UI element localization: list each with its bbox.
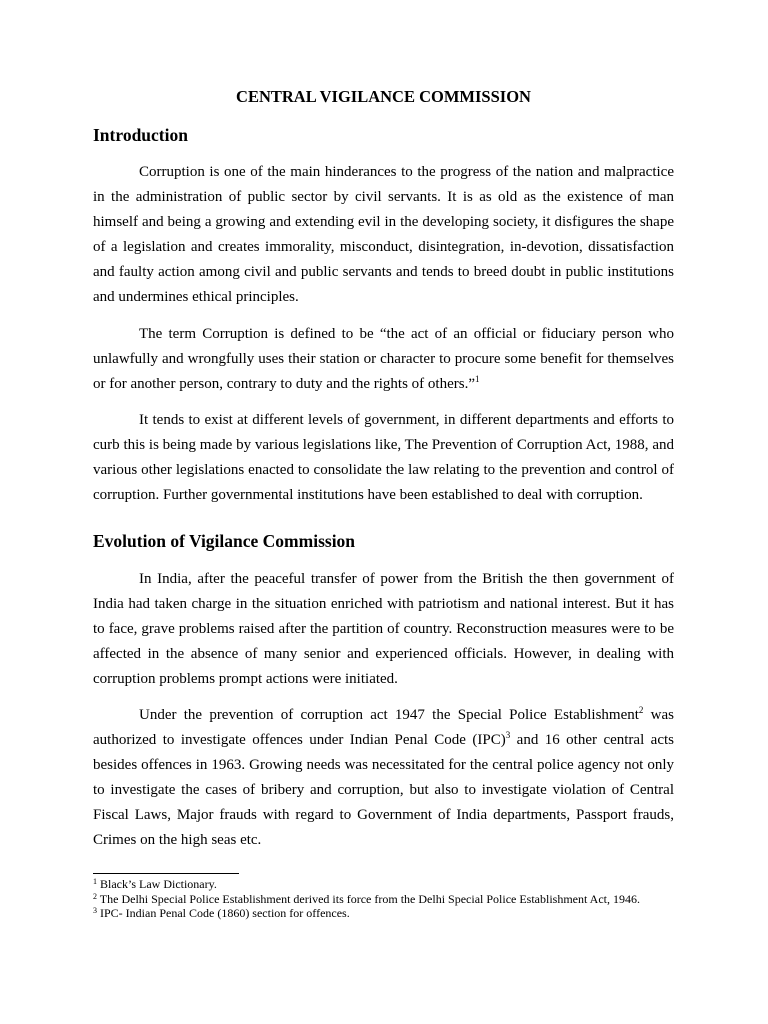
footnote-ref[interactable]: 2 [638, 705, 644, 715]
paragraph [93, 322, 674, 397]
paragraph [93, 703, 674, 853]
footnotes [93, 877, 674, 921]
section-heading-evolution: Evolution of Vigilance Commission [93, 531, 356, 551]
document-body [93, 86, 674, 853]
paragraph: In India, after the peaceful transfer of power from the British the then government of India had taken charge in the situation enriched with patriotism and national interest. But it has to face, grave problems raised after the partition of country. Reconstruction measures were to be affected in the absence of many senior and experienced officials. However, in dealing with corruption problems prompt actions were initiated. [93, 571, 674, 687]
paragraph-text: and 16 other central acts besides offences in 1963. Growing needs was necessitated for the central police agency not only to investigate the cases of bribery and corruption, but also to investigate violation of Central Fiscal Laws, Major frauds with regard to Government of India departments, Passport frauds, Crimes on the high seas etc. [93, 732, 674, 848]
footnote-number: 3 [93, 906, 97, 915]
section-heading-introduction: Introduction [93, 125, 188, 145]
footnote [93, 906, 674, 921]
footnote [93, 877, 674, 892]
footnote-number: 2 [93, 891, 97, 901]
footnote-text: The Delhi Special Police Establishment derived its force from the Delhi Special Police Establishment Act, 1946. [99, 891, 641, 906]
paragraph-text: was authorized to investigate offences under Indian Penal Code (IPC) [93, 707, 674, 748]
footnote-text: IPC- Indian Penal Code (1860) section for offences. [100, 906, 350, 920]
footnote-text: Black’s Law Dictionary. [100, 877, 217, 891]
footnote-number: 1 [93, 877, 97, 886]
footnote-separator [93, 873, 239, 874]
footnote [93, 892, 674, 907]
document-title: CENTRAL VIGILANCE COMMISSION [236, 87, 531, 106]
paragraph: Corruption is one of the main hinderances to the progress of the nation and malpractice in the administration of public sector by civil servants. It is as old as the existence of man himself and being a growing and extending evil in the developing society, it disfigures the shape of a legislation and creates immorality, misconduct, disintegration, in-devotion, dissatisfaction and faulty action among civil and public servants and tends to breed doubt in public institutions and undermines ethical principles. [93, 164, 674, 305]
paragraph: It tends to exist at different levels of government, in different departments and efforts to curb this is being made by various legislations like, The Prevention of Corruption Act, 1988, and various other legislations enacted to consolidate the law relating to the prevention and control of corruption. Further governmental institutions have been established to deal with corruption. [93, 412, 674, 503]
footnote-ref[interactable]: 3 [505, 730, 511, 740]
footnote-ref[interactable]: 1 [474, 374, 480, 384]
paragraph-text: Under the prevention of corruption act 1947 the Special Police Establishment [139, 707, 639, 723]
paragraph-text: The term Corruption is defined to be “the act of an official or fiduciary person who unlawfully and wrongfully uses their station or character to procure some benefit for themselves or for another person, contrary to duty and the rights of others.” [93, 326, 674, 392]
